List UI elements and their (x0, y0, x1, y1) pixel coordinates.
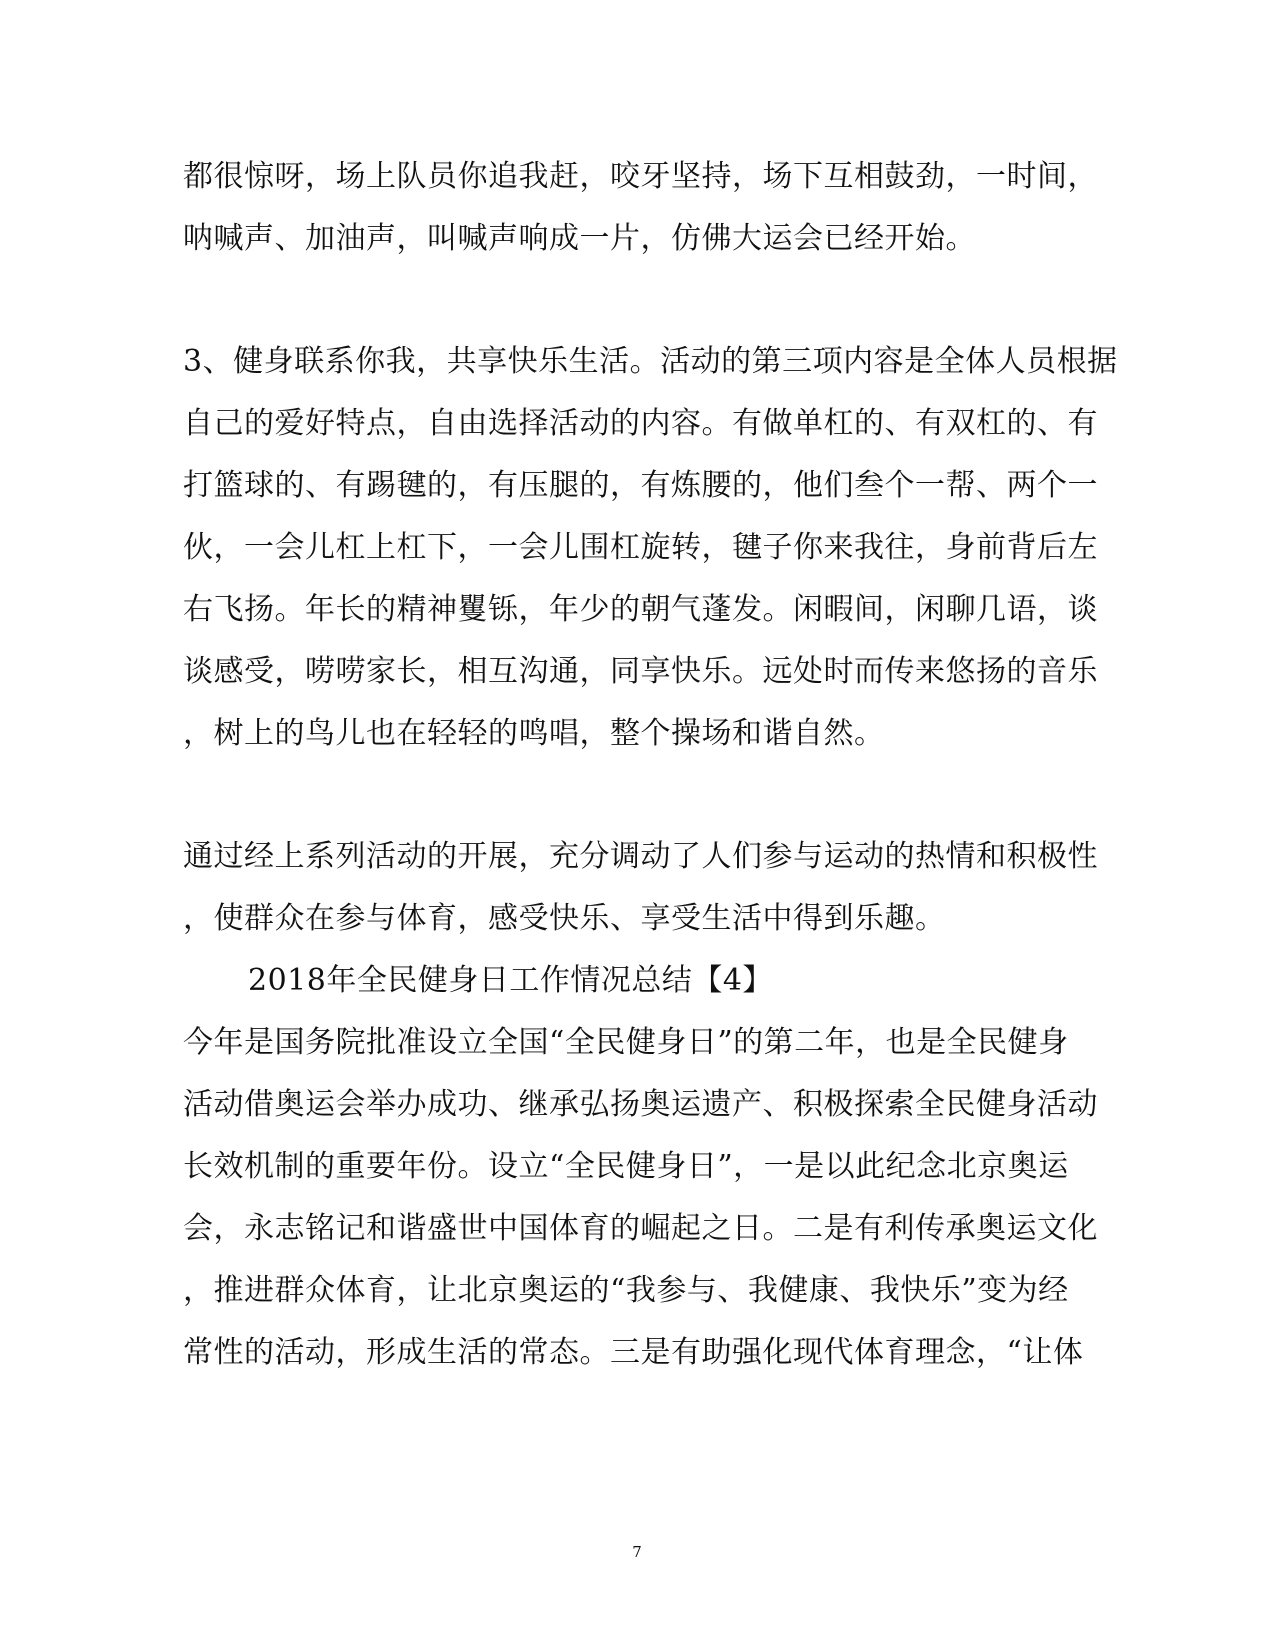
section-heading: 2018年全民健身日工作情况总结【4】 (248, 963, 773, 998)
body-text-line: 会，永志铭记和谐盛世中国体育的崛起之日。二是有利传承奥运文化 (183, 1211, 1098, 1246)
body-text-line: 伙，一会儿杠上杠下，一会儿围杠旋转，毽子你来我往，身前背后左 (183, 530, 1098, 565)
body-text-line: 谈感受，唠唠家长，相互沟通，同享快乐。远处时而传来悠扬的音乐 (183, 654, 1098, 689)
body-text-line: 都很惊呀，场上队员你追我赶，咬牙坚持，场下互相鼓劲，一时间， (183, 159, 1098, 194)
body-text-line: 活动借奥运会举办成功、继承弘扬奥运遗产、积极探索全民健身活动 (183, 1087, 1098, 1122)
body-text-line: 打篮球的、有踢毽的，有压腿的，有炼腰的，他们叁个一帮、两个一 (183, 468, 1098, 503)
body-text-line: ，使群众在参与体育，感受快乐、享受生活中得到乐趣。 (183, 901, 946, 936)
body-text-line: ，树上的鸟儿也在轻轻的鸣唱，整个操场和谐自然。 (183, 716, 885, 751)
body-text-line: ，推进群众体育，让北京奥运的“我参与、我健康、我快乐”变为经 (183, 1273, 1069, 1308)
body-text-line: 通过经上系列活动的开展，充分调动了人们参与运动的热情和积极性 (183, 839, 1098, 874)
body-text-line: 呐喊声、加油声，叫喊声响成一片，仿佛大运会已经开始。 (183, 221, 976, 256)
body-text-line: 今年是国务院批准设立全国“全民健身日”的第二年，也是全民健身 (183, 1025, 1069, 1060)
body-text-line: 3、健身联系你我，共享快乐生活。活动的第三项内容是全体人员根据 (183, 344, 1118, 379)
page-number: 7 (632, 1543, 642, 1561)
body-text-line: 常性的活动，形成生活的常态。三是有助强化现代体育理念，“让体 (183, 1335, 1084, 1370)
body-text-line: 长效机制的重要年份。设立“全民健身日”，一是以此纪念北京奥运 (183, 1149, 1069, 1184)
body-text-line: 右飞扬。年长的精神矍铄，年少的朝气蓬发。闲暇间，闲聊几语，谈 (183, 592, 1098, 627)
body-text-line: 自己的爱好特点，自由选择活动的内容。有做单杠的、有双杠的、有 (183, 406, 1098, 441)
